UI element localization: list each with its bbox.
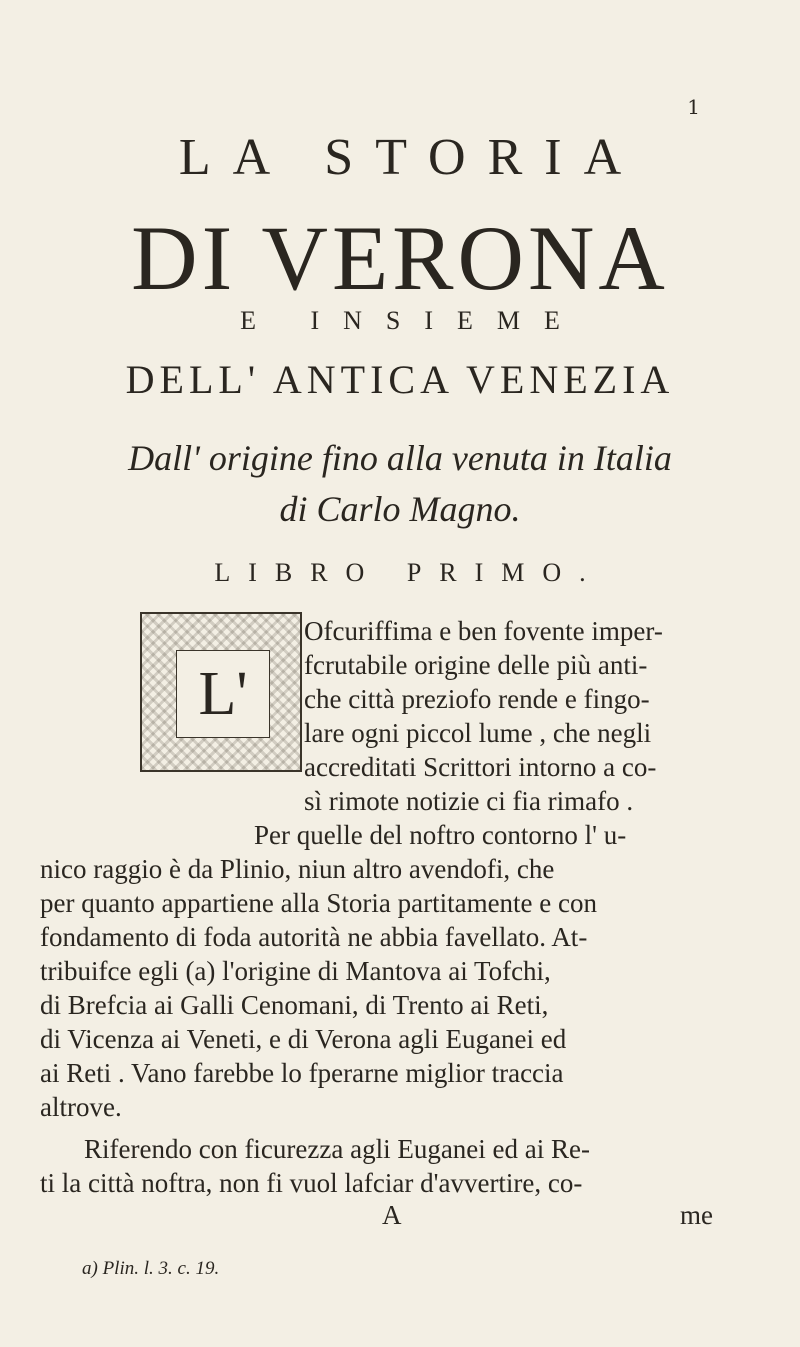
title-line-4: DELL' ANTICA VENEZIA xyxy=(125,357,675,402)
drop-cap-letter: L' xyxy=(176,650,270,738)
subtitle-line-2: di Carlo Magno. xyxy=(279,489,521,529)
footnote: a) Plin. l. 3. c. 19. xyxy=(82,1258,220,1279)
title-line-2: DI VERONA xyxy=(131,207,669,309)
catchword: me xyxy=(680,1200,713,1230)
body-line: nico raggio è da Plinio, niun altro avendofi, che xyxy=(40,854,555,884)
body-line: Per quelle del noftro contorno l' u- xyxy=(254,820,627,850)
title-line-1: LA STORIA xyxy=(178,129,644,186)
body-line: accreditati Scrittori intorno a co- xyxy=(304,752,657,782)
body-line: fcrutabile origine delle più anti- xyxy=(304,650,648,680)
body-line: di Brefcia ai Galli Cenomani, di Trento ai Reti, xyxy=(40,990,549,1020)
body-line: ti la città noftra, non fi vuol lafciar d'avvertire, co- xyxy=(40,1168,583,1198)
body-line: altrove. xyxy=(40,1092,122,1122)
signature-mark: A xyxy=(382,1200,402,1230)
body-line: che città preziofo rende e fingo- xyxy=(304,684,650,714)
body-line: Ofcuriffima e ben fovente imper- xyxy=(304,616,663,646)
body-line: fondamento di foda autorità ne abbia favellato. At- xyxy=(40,922,588,952)
subtitle-line-1: Dall' origine fino alla venuta in Italia xyxy=(128,438,672,478)
page-number: 1 xyxy=(687,95,700,119)
title-line-3: E INSIEME xyxy=(240,306,584,335)
body-line: di Vicenza ai Veneti, e di Verona agli Euganei ed xyxy=(40,1024,567,1054)
book-heading: LIBRO PRIMO. xyxy=(214,558,604,587)
body-line: sì rimote notizie ci fia rimafo . xyxy=(304,786,634,816)
body-line: per quanto appartiene alla Storia partitamente e con xyxy=(40,888,598,918)
body-line: tribuifce egli (a) l'origine di Mantova ai Tofchi, xyxy=(40,956,551,986)
body-line: lare ogni piccol lume , che negli xyxy=(304,718,652,748)
decorated-initial xyxy=(140,612,302,772)
body-line: Riferendo con ficurezza agli Euganei ed ai Re- xyxy=(84,1134,590,1164)
body-line: ai Reti . Vano farebbe lo fperarne miglior traccia xyxy=(40,1058,564,1088)
